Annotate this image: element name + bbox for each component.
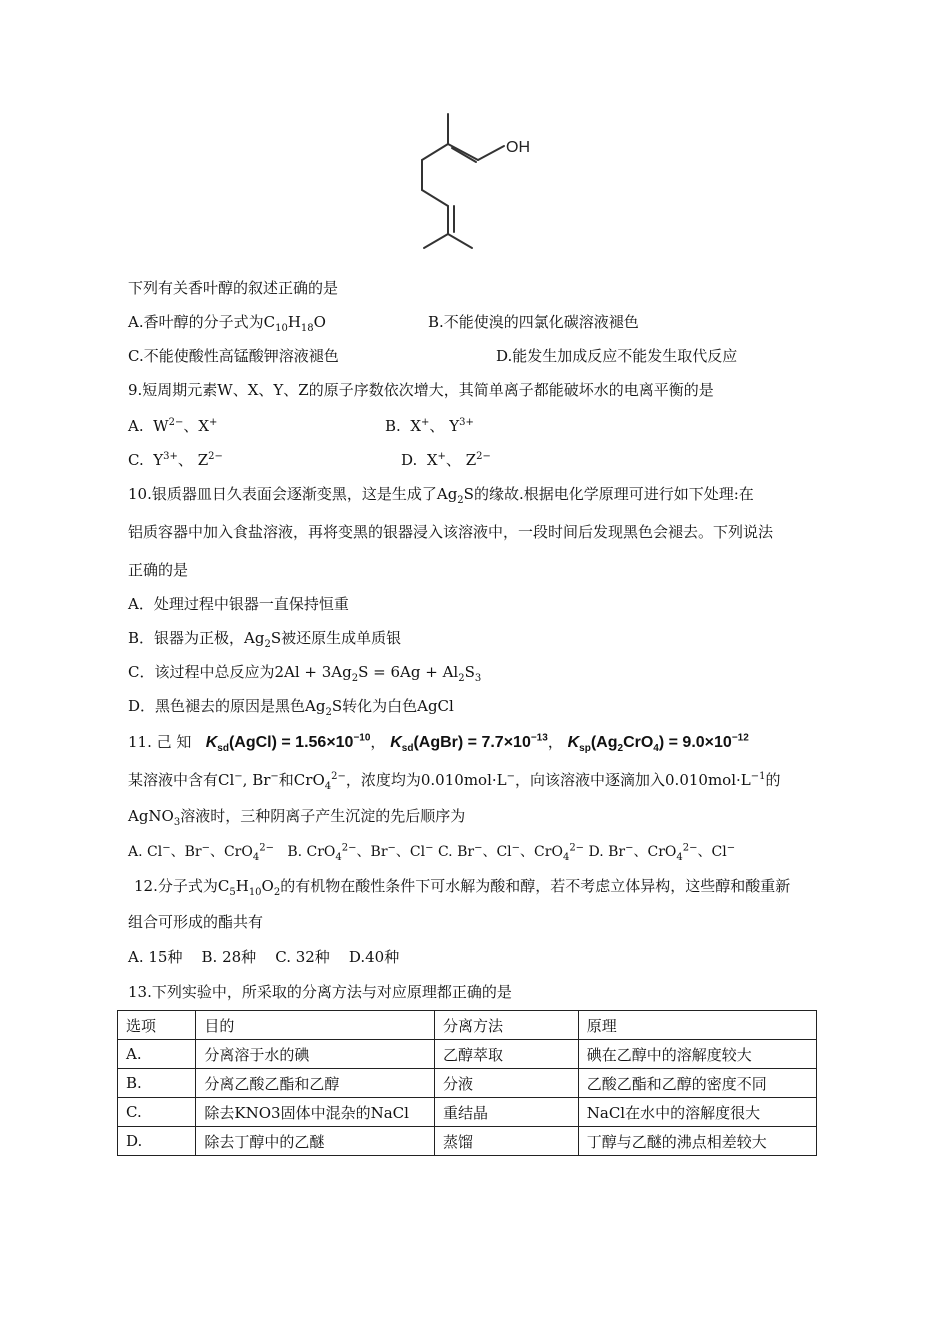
q8-option-b: B.不能使溴的四氯化碳溶液褪色 (428, 313, 639, 331)
q10-stem-line2: 铝质容器中加入食盐溶液，再将变黑的银器浸入该溶液中，一段时间后发现黑色会褪去。下列说法 (128, 523, 774, 541)
ksp-agbr: $K_{sd}(AgBr) = 7.7\times 10^{-13}$ (390, 732, 548, 755)
table-cell: A. (118, 1040, 196, 1069)
q11-stem-line2: 某溶液中含有Cl−, Br−和CrO$_4^{2-}$，浓度均为0.010mol·L−，向该溶液中逐滴加入$0.010mol\cdot L^{-1}$的 (128, 771, 781, 792)
q9-option-c: C. $Y^{3+}$、 $Z^{2-}$ (128, 451, 223, 469)
table-header: 目的 (196, 1011, 435, 1040)
q13-stem: 13.下列实验中，所采取的分离方法与对应原理都正确的是 (128, 983, 512, 1001)
q12-stem-line1: 12.分子式为$C_5H_{10}O_2$的有机物在酸性条件下可水解为酸和醇，若不考虑立体异构，这些醇和酸重新 (134, 877, 791, 898)
q9-option-d: D. X+、 $Z^{2-}$ (401, 451, 491, 469)
q12-options: A. 15种 B. 28种 C. 32种 D.40种 (128, 948, 400, 966)
ksp-ag2cro4: $K_{sp}(Ag_2CrO_4) = 9.0\times 10^{-12}$ (567, 732, 749, 755)
q11-option-a: A. Cl−、Br−、CrO$_4^{2-}$ (128, 842, 274, 863)
table-cell: NaCl在水中的溶解度很大 (578, 1098, 816, 1127)
table-row (118, 1040, 817, 1069)
q8-option-c: C.不能使酸性高锰酸钾溶液褪色 (128, 347, 339, 365)
q11-option-d: D. Br−、CrO$_4^{2-}$、Cl− (588, 842, 736, 863)
q10-stem-line3: 正确的是 (128, 561, 189, 579)
table-cell: 乙酸乙酯和乙醇的密度不同 (578, 1069, 816, 1098)
q10-option-b: B．银器为正极，$Ag_2S$被还原生成单质银 (128, 629, 402, 650)
table-cell: D. (118, 1127, 196, 1156)
oh-label: OH (506, 139, 530, 156)
q10-option-d: D．黑色褪去的原因是黑色$Ag_2S$转化为白色AgCl (128, 697, 454, 718)
q10-option-a: A．处理过程中银器一直保持恒重 (128, 595, 349, 613)
table-cell: 除去丁醇中的乙醚 (196, 1127, 435, 1156)
ksp-agcl: $K_{sd}(AgCl) = 1.56\times 10^{-10}$ (205, 732, 371, 755)
q9-stem: 9.短周期元素W、X、Y、Z的原子序数依次增大，其简单离子都能破坏水的电离平衡的是 (128, 381, 714, 399)
q10-stem-line1: 10.银质器皿日久表面会逐渐变黑，这是生成了$Ag_2S$的缘故.根据电化学原理可进行如下处理:在 (128, 485, 754, 506)
table-cell: 丁醇与乙醚的沸点相差较大 (578, 1127, 816, 1156)
q8-option-a: A.香叶醇的分子式为$C_{10}H_{18}O$ (128, 313, 326, 334)
table-cell: B. (118, 1069, 196, 1098)
table-cell: 除去KNO3固体中混杂的NaCl (196, 1098, 435, 1127)
q9-option-b: B. X+、 $Y^{3+}$ (385, 417, 474, 435)
separation-table (117, 1010, 817, 1156)
table-cell: 乙醇萃取 (435, 1040, 579, 1069)
table-header: 分离方法 (435, 1011, 579, 1040)
table-cell: C. (118, 1098, 196, 1127)
table-row (118, 1069, 817, 1098)
q8-stem: 下列有关香叶醇的叙述正确的是 (128, 279, 339, 297)
table-cell: 分离溶于水的碘 (196, 1040, 435, 1069)
table-header: 原理 (578, 1011, 816, 1040)
table-cell: 碘在乙醇中的溶解度较大 (578, 1040, 816, 1069)
table-header: 选项 (118, 1011, 196, 1040)
table-row (118, 1098, 817, 1127)
q8-option-d: D.能发生加成反应不能发生取代反应 (496, 347, 738, 365)
table-row (118, 1127, 817, 1156)
geraniol-structure (400, 110, 550, 260)
table-header-row (118, 1011, 817, 1040)
q11-option-b: B. CrO$_4^{2-}$、Br−、Cl− (287, 842, 434, 863)
table-cell: 分离乙酸乙酯和乙醇 (196, 1069, 435, 1098)
table-cell: 蒸馏 (435, 1127, 579, 1156)
table-cell: 分液 (435, 1069, 579, 1098)
q11-options (128, 842, 735, 862)
q9-option-a: A. $W^{2-}$、X+ (128, 417, 218, 435)
q11-option-c: C. Br−、Cl−、CrO$_4^{2-}$ (437, 842, 585, 863)
q12-stem-line2: 组合可形成的酯共有 (128, 913, 264, 931)
table-cell: 重结晶 (435, 1098, 579, 1127)
q11-given-line: 11. 己 知 $K_{sd}(AgCl) = 1.56\times 10^{-10}$， $K_{sd}(AgBr) = 7.7\times 10^{-13}$， $K_{sp}(Ag_2CrO_4) = 9.0\times 10^{-12}$ (128, 732, 749, 755)
q11-stem-line3: AgNO$_3$溶液时，三种阴离子产生沉淀的先后顺序为 (128, 807, 466, 828)
q10-option-c: C．该过程中总反应为$2Al + 3Ag_2S = 6Ag + Al_2S_3$ (128, 663, 482, 684)
